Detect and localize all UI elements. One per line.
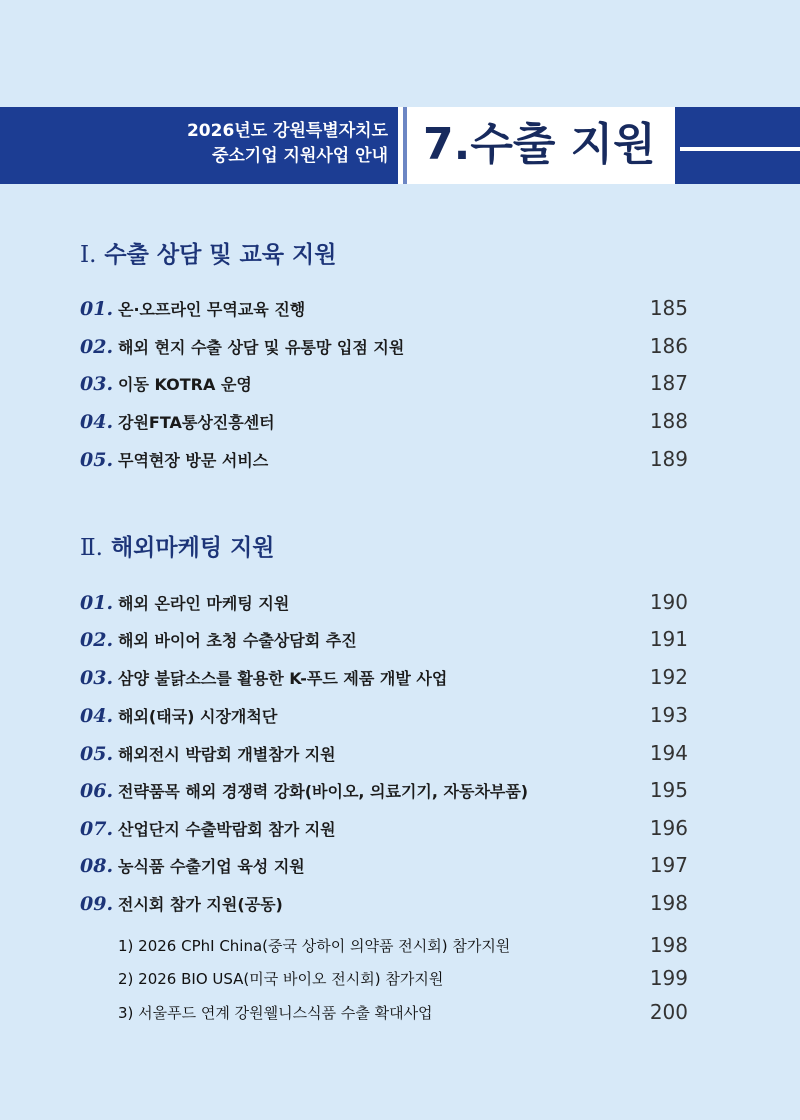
toc-subentry[interactable] [118, 963, 688, 993]
entry-number: 06. [80, 779, 114, 802]
entry-title: 전시회 참가 지원(공동) [118, 894, 283, 914]
toc-entry[interactable] [80, 444, 688, 474]
toc-subentry[interactable] [118, 930, 688, 960]
entry-number: 01. [80, 297, 114, 320]
entry-title: 이동 KOTRA 운영 [118, 374, 252, 394]
banner-subtitle-line2: 중소기업 지원사업 안내 [211, 146, 388, 166]
toc-entry[interactable] [80, 888, 688, 918]
subentry-page: 198 [649, 933, 688, 957]
toc-entry[interactable] [80, 700, 688, 730]
header-banner [0, 107, 800, 184]
subentry-page: 200 [649, 1000, 688, 1024]
entry-number: 08. [80, 854, 114, 877]
entry-number: 04. [80, 410, 114, 433]
entry-page: 197 [649, 853, 688, 877]
entry-number: 02. [80, 335, 114, 358]
toc-entry[interactable] [80, 331, 688, 361]
toc-entry[interactable] [80, 368, 688, 398]
subentry-title: 3) 서울푸드 연계 강원웰니스식품 수출 확대사업 [118, 1003, 433, 1022]
entry-number: 09. [80, 892, 114, 915]
toc-entry[interactable] [80, 775, 688, 805]
page-title: 7.수출 지원 [423, 119, 656, 170]
toc-entry[interactable] [80, 738, 688, 768]
section-1-title: 수출 상담 및 교육 지원 [104, 242, 337, 268]
entry-number: 04. [80, 704, 114, 727]
entry-title: 해외 현지 수출 상담 및 유통망 입점 지원 [118, 337, 405, 357]
entry-page: 187 [649, 371, 688, 395]
entry-title: 삼양 불닭소스를 활용한 K-푸드 제품 개발 사업 [118, 668, 448, 688]
section-heading-2 [80, 533, 275, 563]
entry-page: 188 [649, 409, 688, 433]
toc-entry[interactable] [80, 293, 688, 323]
entry-title: 산업단지 수출박람회 참가 지원 [118, 819, 336, 839]
entry-number: 03. [80, 666, 114, 689]
entry-page: 196 [649, 816, 688, 840]
entry-title: 해외 바이어 초청 수출상담회 추진 [118, 630, 357, 650]
entry-title: 전략품목 해외 경쟁력 강화(바이오, 의료기기, 자동차부품) [118, 781, 529, 801]
entry-number: 05. [80, 448, 114, 471]
entry-title: 농식품 수출기업 육성 지원 [118, 856, 305, 876]
entry-page: 198 [649, 891, 688, 915]
entry-page: 185 [649, 296, 688, 320]
subentry-title: 1) 2026 CPhI China(중국 상하이 의약품 전시회) 참가지원 [118, 936, 511, 955]
section-heading-1 [80, 240, 336, 270]
section-2-roman: Ⅱ. [80, 535, 103, 561]
entry-page: 192 [649, 665, 688, 689]
banner-title-box [398, 107, 675, 184]
entry-page: 194 [649, 741, 688, 765]
entry-page: 195 [649, 778, 688, 802]
toc-entry[interactable] [80, 406, 688, 436]
entry-number: 07. [80, 817, 114, 840]
toc-entry[interactable] [80, 624, 688, 654]
entry-page: 193 [649, 703, 688, 727]
section-1-roman: Ⅰ. [80, 242, 97, 268]
entry-title: 무역현장 방문 서비스 [118, 450, 269, 470]
entry-page: 189 [649, 447, 688, 471]
entry-number: 02. [80, 628, 114, 651]
entry-title: 해외(태국) 시장개척단 [118, 706, 278, 726]
entry-number: 01. [80, 591, 114, 614]
toc-entry[interactable] [80, 587, 688, 617]
banner-stripe [680, 147, 800, 151]
entry-title: 강원FTA통상진흥센터 [118, 412, 275, 432]
entry-title: 해외전시 박람회 개별참가 지원 [118, 744, 336, 764]
entry-number: 05. [80, 742, 114, 765]
banner-subtitle [187, 119, 388, 169]
entry-number: 03. [80, 372, 114, 395]
subentry-page: 199 [649, 966, 688, 990]
entry-title: 해외 온라인 마케팅 지원 [118, 593, 290, 613]
subentry-title: 2) 2026 BIO USA(미국 바이오 전시회) 참가지원 [118, 969, 444, 988]
entry-title: 온·오프라인 무역교육 진행 [118, 299, 306, 319]
entry-page: 186 [649, 334, 688, 358]
toc-entry[interactable] [80, 850, 688, 880]
toc-entry[interactable] [80, 662, 688, 692]
toc-entry[interactable] [80, 813, 688, 843]
entry-page: 190 [649, 590, 688, 614]
entry-page: 191 [649, 627, 688, 651]
toc-subentry[interactable] [118, 997, 688, 1027]
section-2-title: 해외마케팅 지원 [110, 535, 275, 561]
banner-subtitle-line1: 2026년도 강원특별자치도 [186, 121, 388, 141]
